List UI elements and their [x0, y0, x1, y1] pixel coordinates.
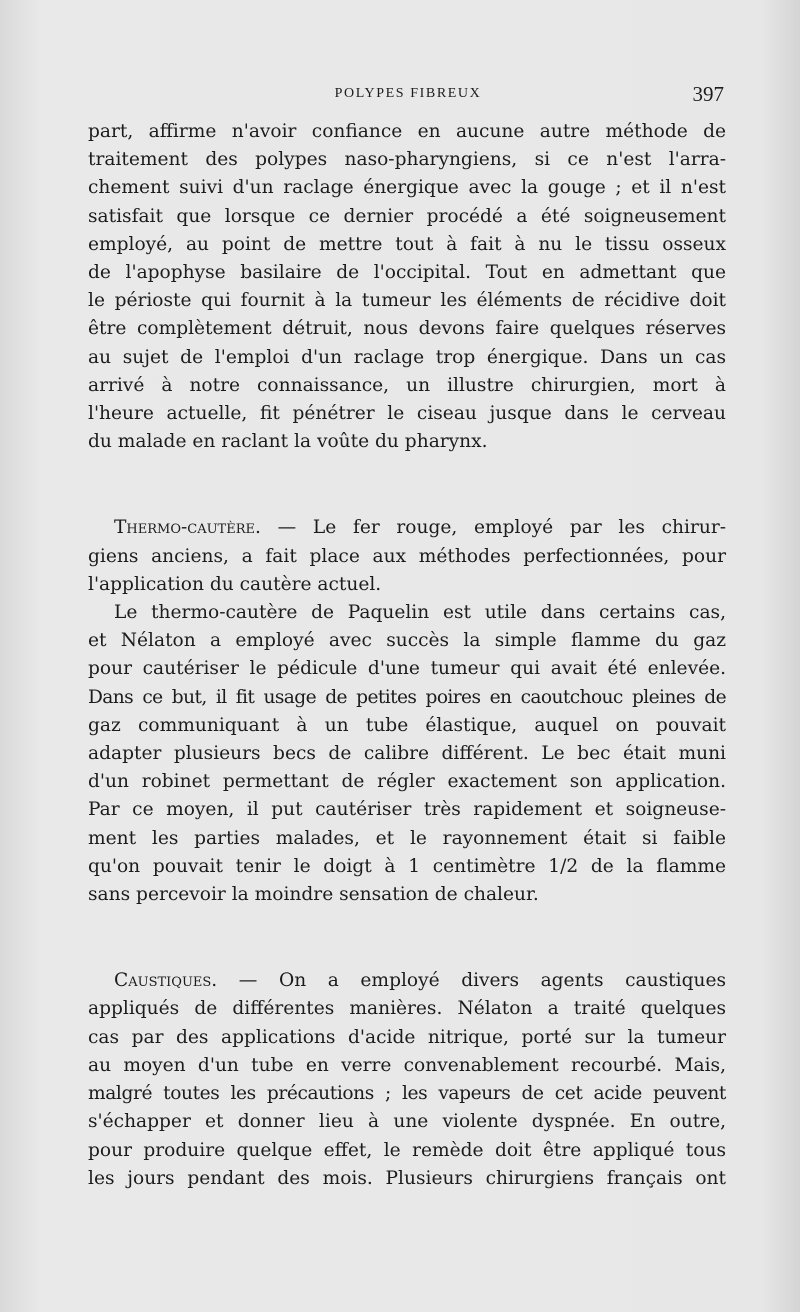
section-caustiques [88, 967, 726, 1193]
text-line: Le thermo-cautère de Paquelin est utile dans certains cas, [114, 602, 726, 624]
text-line: arrivé à notre connaissance, un illustre chirurgien, mort à [88, 374, 726, 396]
text-line: s'échapper et donner lieu à une violente dyspnée. En outre, [88, 1111, 726, 1133]
section-first-line [88, 967, 726, 995]
text-line: de l'apophyse basilaire de l'occipital. Tout en admettant que [88, 262, 726, 284]
text-line: qu'on pouvait tenir le doigt à 1 centimètre 1/2 de la flamme [88, 855, 726, 877]
text-line: cas par des applications d'acide nitrique, porté sur la tumeur [88, 1026, 726, 1048]
text-line: le périoste qui fournit à la tumeur les éléments de récidive doit [88, 290, 726, 312]
text-line: l'application du cautère actuel. [88, 573, 382, 595]
text-line: employé, au point de mettre tout à fait à nu le tissu osseux [88, 233, 726, 255]
text-line: satisfait que lorsque ce dernier procédé a été soigneusement [88, 205, 726, 227]
text-line: chement suivi d'un raclage énergique avec la gouge ; et il n'est [88, 177, 726, 199]
text-line: au sujet de l'emploi d'un raclage trop énergique. Dans un cas [88, 346, 726, 368]
text-line: d'un robinet permettant de régler exactement son application. [88, 771, 726, 793]
text-line: du malade en raclant la voûte du pharynx. [88, 431, 488, 453]
text-line: part, affirme n'avoir confiance en aucune autre méthode de [88, 121, 726, 142]
text-line: ment les parties malades, et le rayonnement était si faible [88, 827, 726, 849]
section-first-line-text: — Le fer rouge, employé par les chirur- [260, 517, 726, 539]
section-first-line [88, 514, 726, 542]
text-line: Dans ce but, il fit usage de petites poires en caoutchouc pleines de [88, 686, 726, 708]
text-line: l'heure actuelle, fit pénétrer le ciseau jusque dans le cerveau [88, 403, 726, 425]
text-line: sans percevoir la moindre sensation de chaleur. [88, 884, 539, 906]
text-line: Par ce moyen, il put cautériser très rapidement et soigneuse- [88, 799, 726, 821]
section-gap [88, 909, 726, 967]
text-line: malgré toutes les précautions ; les vapeurs de cet acide peuvent [88, 1083, 726, 1105]
text-line: giens anciens, a fait place aux méthodes perfectionnées, pour [88, 545, 726, 567]
section-heading: Caustiques. [114, 970, 218, 992]
section-heading: Thermo-cautère. [114, 517, 261, 539]
text-line: appliqués de différentes manières. Nélaton a traité quelques [88, 998, 726, 1020]
text-line: adapter plusieurs becs de calibre différent. Le bec était muni [88, 743, 726, 765]
text-line: les jours pendant des mois. Plusieurs chirurgiens français ont [88, 1167, 726, 1189]
text-line: traitement des polypes naso-pharyngiens, si ce n'est l'arra- [88, 149, 726, 171]
paragraph-continued [88, 118, 726, 456]
section-thermo-cautere [88, 514, 726, 909]
page-number: 397 [692, 82, 724, 106]
section-first-line-text: — On a employé divers agents caustiques [217, 970, 726, 992]
text-line: être complètement détruit, nous devons faire quelques réserves [88, 318, 726, 340]
page-header [88, 82, 728, 112]
text-line: gaz communiquant à un tube élastique, auquel on pouvait [88, 714, 726, 736]
text-line: pour produire quelque effet, le remède doit être appliqué tous [88, 1139, 726, 1161]
text-line: et Nélaton a employé avec succès la simple flamme du gaz [88, 630, 726, 652]
section-gap [88, 456, 726, 514]
text-line: pour cautériser le pédicule d'une tumeur qui avait été enlevée. [88, 658, 726, 680]
text-line: au moyen d'un tube en verre convenablement recourbé. Mais, [88, 1054, 726, 1076]
body-text [88, 118, 726, 1193]
running-title: POLYPES FIBREUX [334, 86, 482, 101]
